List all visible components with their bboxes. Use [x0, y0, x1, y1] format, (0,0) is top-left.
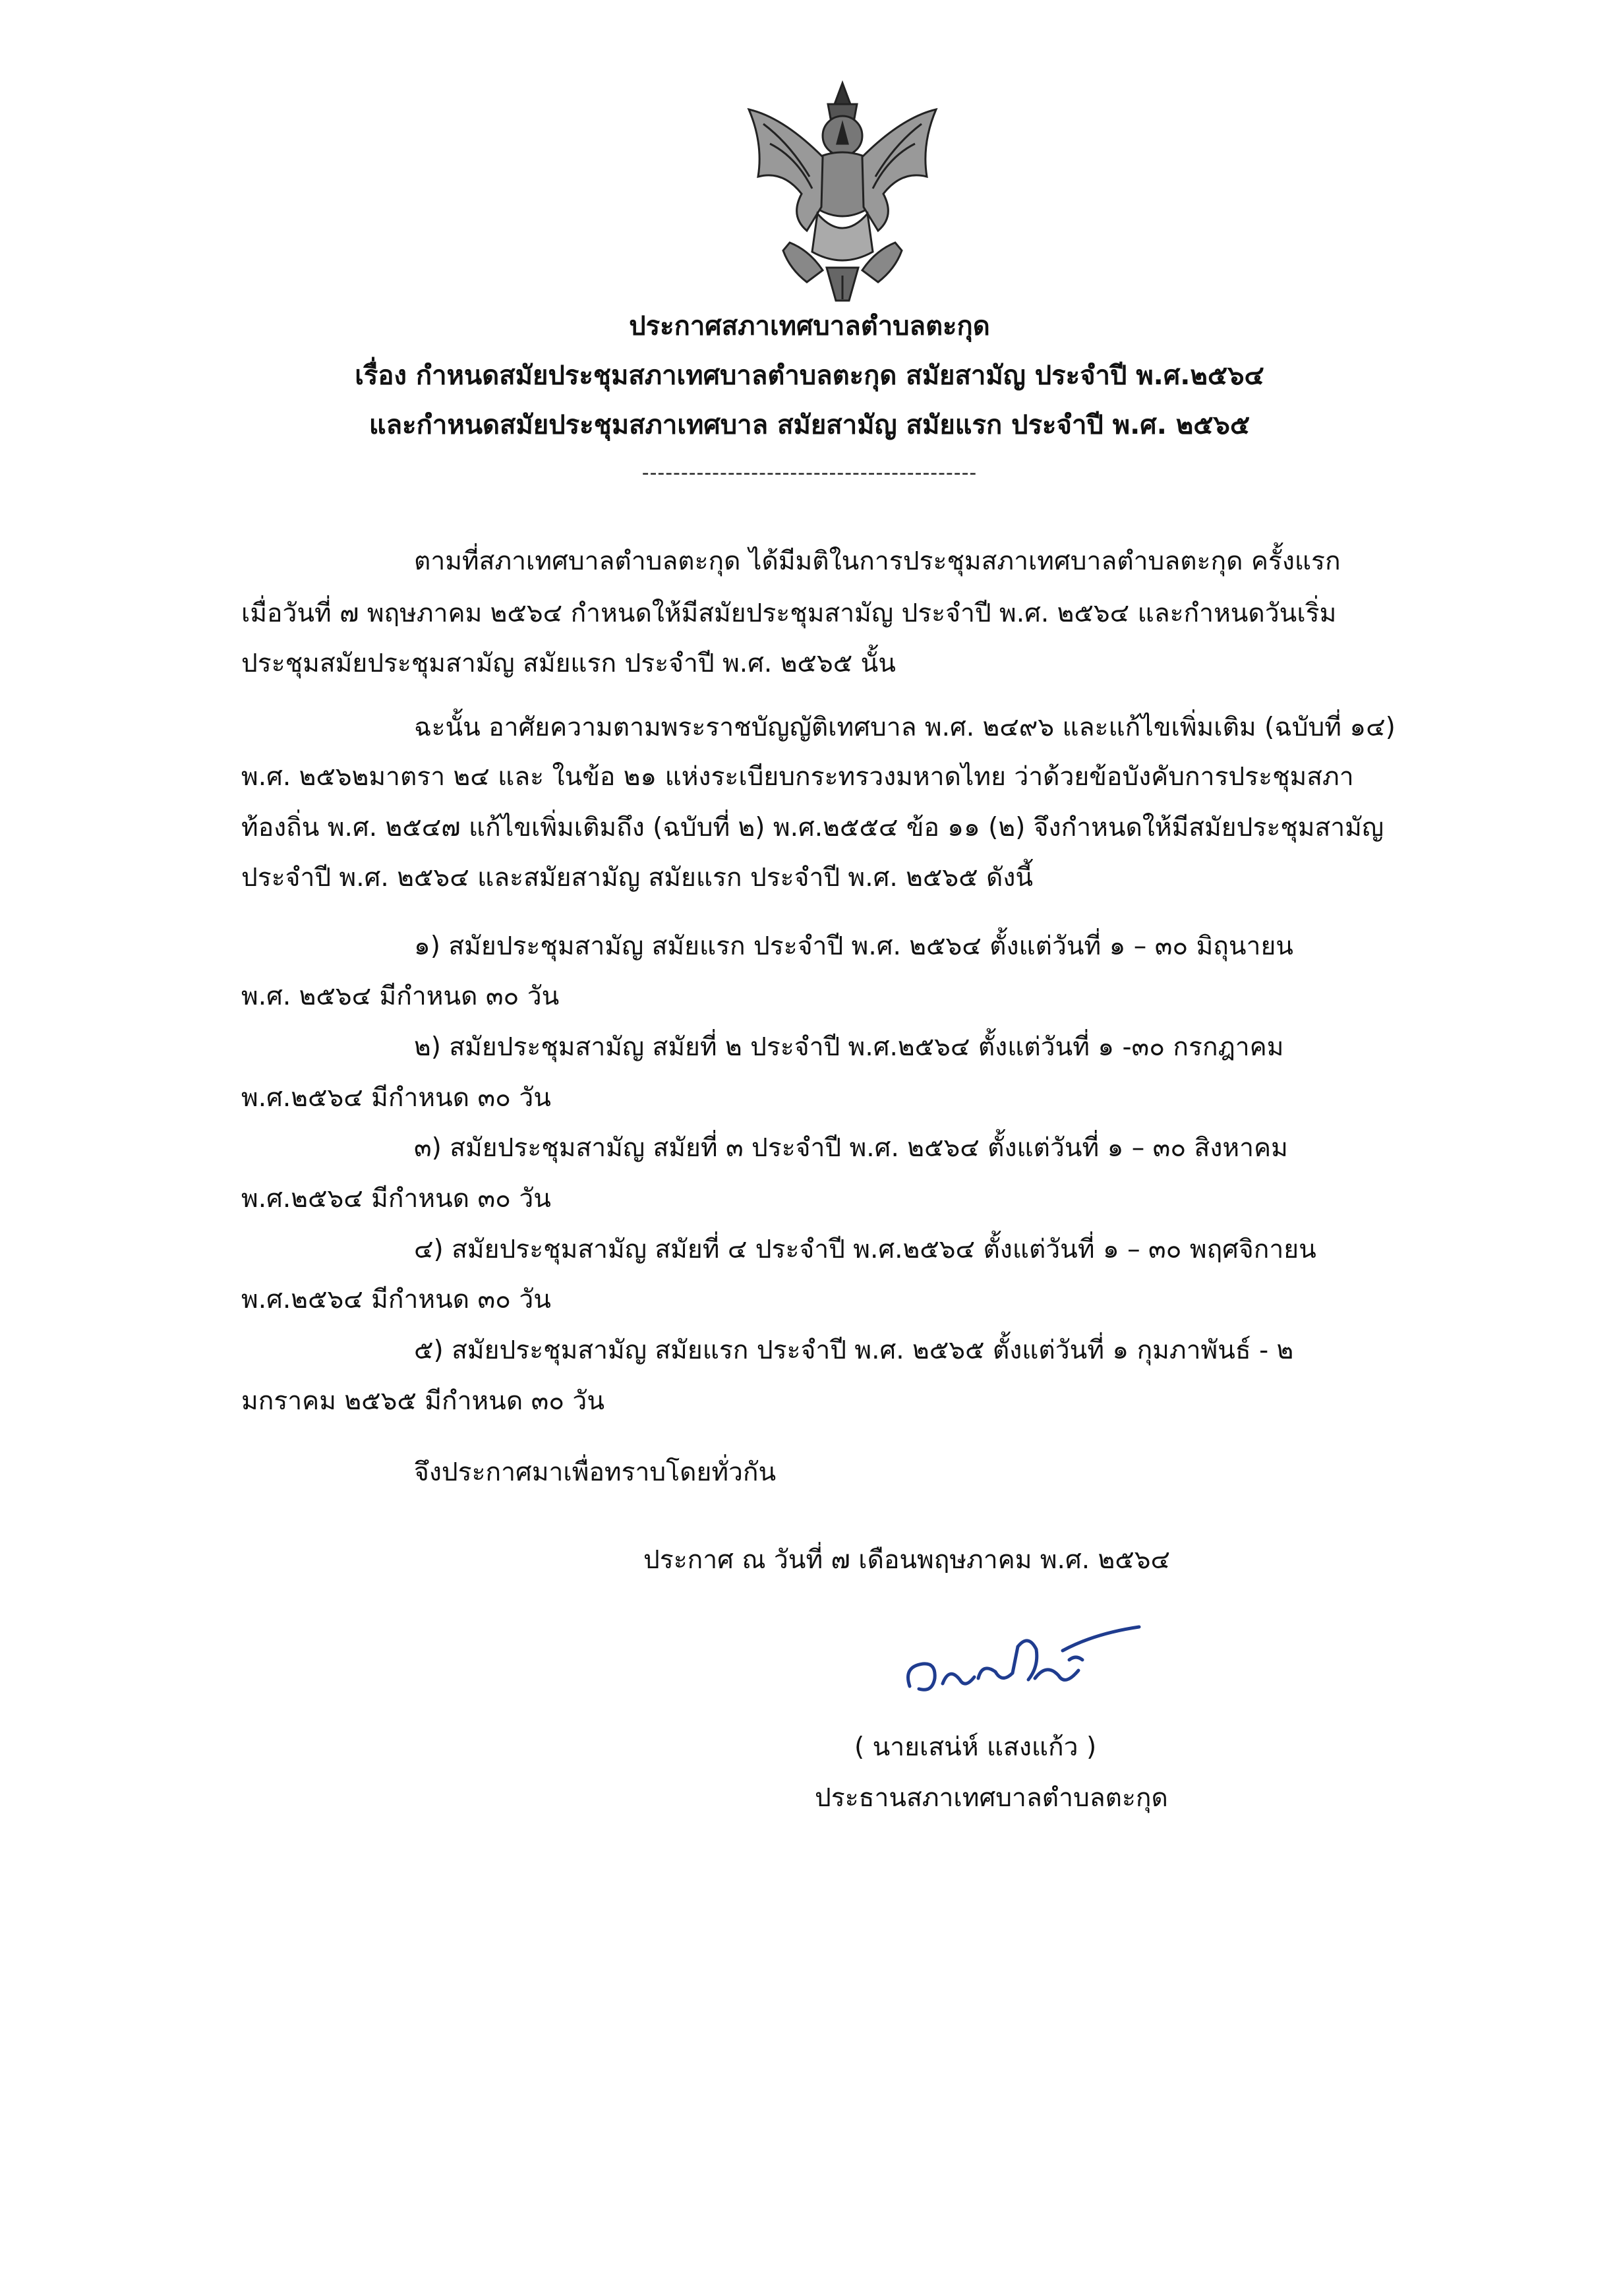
paragraph2-line: ท้องถิ่น พ.ศ. ๒๕๔๗ แก้ไขเพิ่มเติมถึง (ฉบับที่ ๒) พ.ศ.๒๕๕๔ ข้อ ๑๑ (๒) จึงกำหนดให้มีสมัยประชุมสามัญ — [241, 813, 1384, 842]
signer-name: ( นายเสน่ห์ แสงแก้ว ) — [854, 1732, 1097, 1762]
session-item-4: ๔) สมัยประชุมสามัญ สมัยที่ ๔ ประจำปี พ.ศ.๒๕๖๔ ตั้งแต่วันที่ ๑ – ๓๐ พฤศจิกายน — [414, 1235, 1316, 1264]
session-item-5: ๕) สมัยประชุมสามัญ สมัยแรก ประจำปี พ.ศ. ๒๕๖๕ ตั้งแต่วันที่ ๑ กุมภาพันธ์ - ๒ — [414, 1336, 1294, 1365]
signer-title: ประธานสภาเทศบาลตำบลตะกุด — [815, 1783, 1168, 1813]
session-item-3: ๓) สมัยประชุมสามัญ สมัยที่ ๓ ประจำปี พ.ศ. ๒๕๖๔ ตั้งแต่วันที่ ๑ – ๓๐ สิงหาคม — [414, 1133, 1288, 1163]
announcement-date: ประกาศ ณ วันที่ ๗ เดือนพฤษภาคม พ.ศ. ๒๕๖๔ — [643, 1545, 1171, 1575]
dashed-divider: ------------------------------------------- — [641, 461, 978, 485]
paragraph2-line: พ.ศ. ๒๕๖๒มาตรา ๒๔ และ ในข้อ ๒๑ แห่งระเบียบกระทรวงมหาดไทย ว่าด้วยข้อบังคับการประชุมสภา — [241, 762, 1354, 792]
paragraph1-line: ตามที่สภาเทศบาลตำบลตะกุด ได้มีมติในการประชุมสภาเทศบาลตำบลตะกุด ครั้งแรก — [414, 546, 1341, 576]
handwritten-signature — [897, 1620, 1147, 1719]
announcement-subject-continued: และกำหนดสมัยประชุมสภาเทศบาล สมัยสามัญ สมัยแรก ประจำปี พ.ศ. ๒๕๖๕ — [368, 410, 1251, 440]
paragraph2-line: ฉะนั้น อาศัยความตามพระราชบัญญัติเทศบาล พ.ศ. ๒๔๙๖ และแก้ไขเพิ่มเติม (ฉบับที่ ๑๔) — [414, 713, 1396, 742]
session-item-1-continued: พ.ศ. ๒๕๖๔ มีกำหนด ๓๐ วัน — [241, 982, 560, 1011]
session-item-2: ๒) สมัยประชุมสามัญ สมัยที่ ๒ ประจำปี พ.ศ.๒๕๖๔ ตั้งแต่วันที่ ๑ -๓๐ กรกฎาคม — [414, 1032, 1284, 1062]
announcement-title: ประกาศสภาเทศบาลตำบลตะกุด — [629, 311, 990, 341]
announcement-subject: เรื่อง กำหนดสมัยประชุมสภาเทศบาลตำบลตะกุด สมัยสามัญ ประจำปี พ.ศ.๒๕๖๔ — [355, 361, 1264, 391]
session-item-1: ๑) สมัยประชุมสามัญ สมัยแรก ประจำปี พ.ศ. ๒๕๖๔ ตั้งแต่วันที่ ๑ – ๓๐ มิถุนายน — [414, 931, 1293, 961]
session-item-4-continued: พ.ศ.๒๕๖๔ มีกำหนด ๓๐ วัน — [241, 1285, 551, 1314]
session-item-5-continued: มกราคม ๒๕๖๕ มีกำหนด ๓๐ วัน — [241, 1386, 604, 1416]
session-item-3-continued: พ.ศ.๒๕๖๔ มีกำหนด ๓๐ วัน — [241, 1184, 551, 1214]
paragraph1-line: ประชุมสมัยประชุมสามัญ สมัยแรก ประจำปี พ.ศ. ๒๕๖๕ นั้น — [241, 649, 896, 678]
paragraph1-line: เมื่อวันที่ ๗ พฤษภาคม ๒๕๖๔ กำหนดให้มีสมัยประชุมสามัญ ประจำปี พ.ศ. ๒๕๖๔ และกำหนดวันเริ่ม — [241, 599, 1337, 628]
paragraph2-line: ประจำปี พ.ศ. ๒๕๖๔ และสมัยสามัญ สมัยแรก ประจำปี พ.ศ. ๒๕๖๕ ดังนี้ — [241, 863, 1034, 893]
session-item-2-continued: พ.ศ.๒๕๖๔ มีกำหนด ๓๐ วัน — [241, 1083, 551, 1113]
closing-statement: จึงประกาศมาเพื่อทราบโดยทั่วกัน — [414, 1457, 777, 1487]
garuda-emblem — [744, 78, 941, 303]
